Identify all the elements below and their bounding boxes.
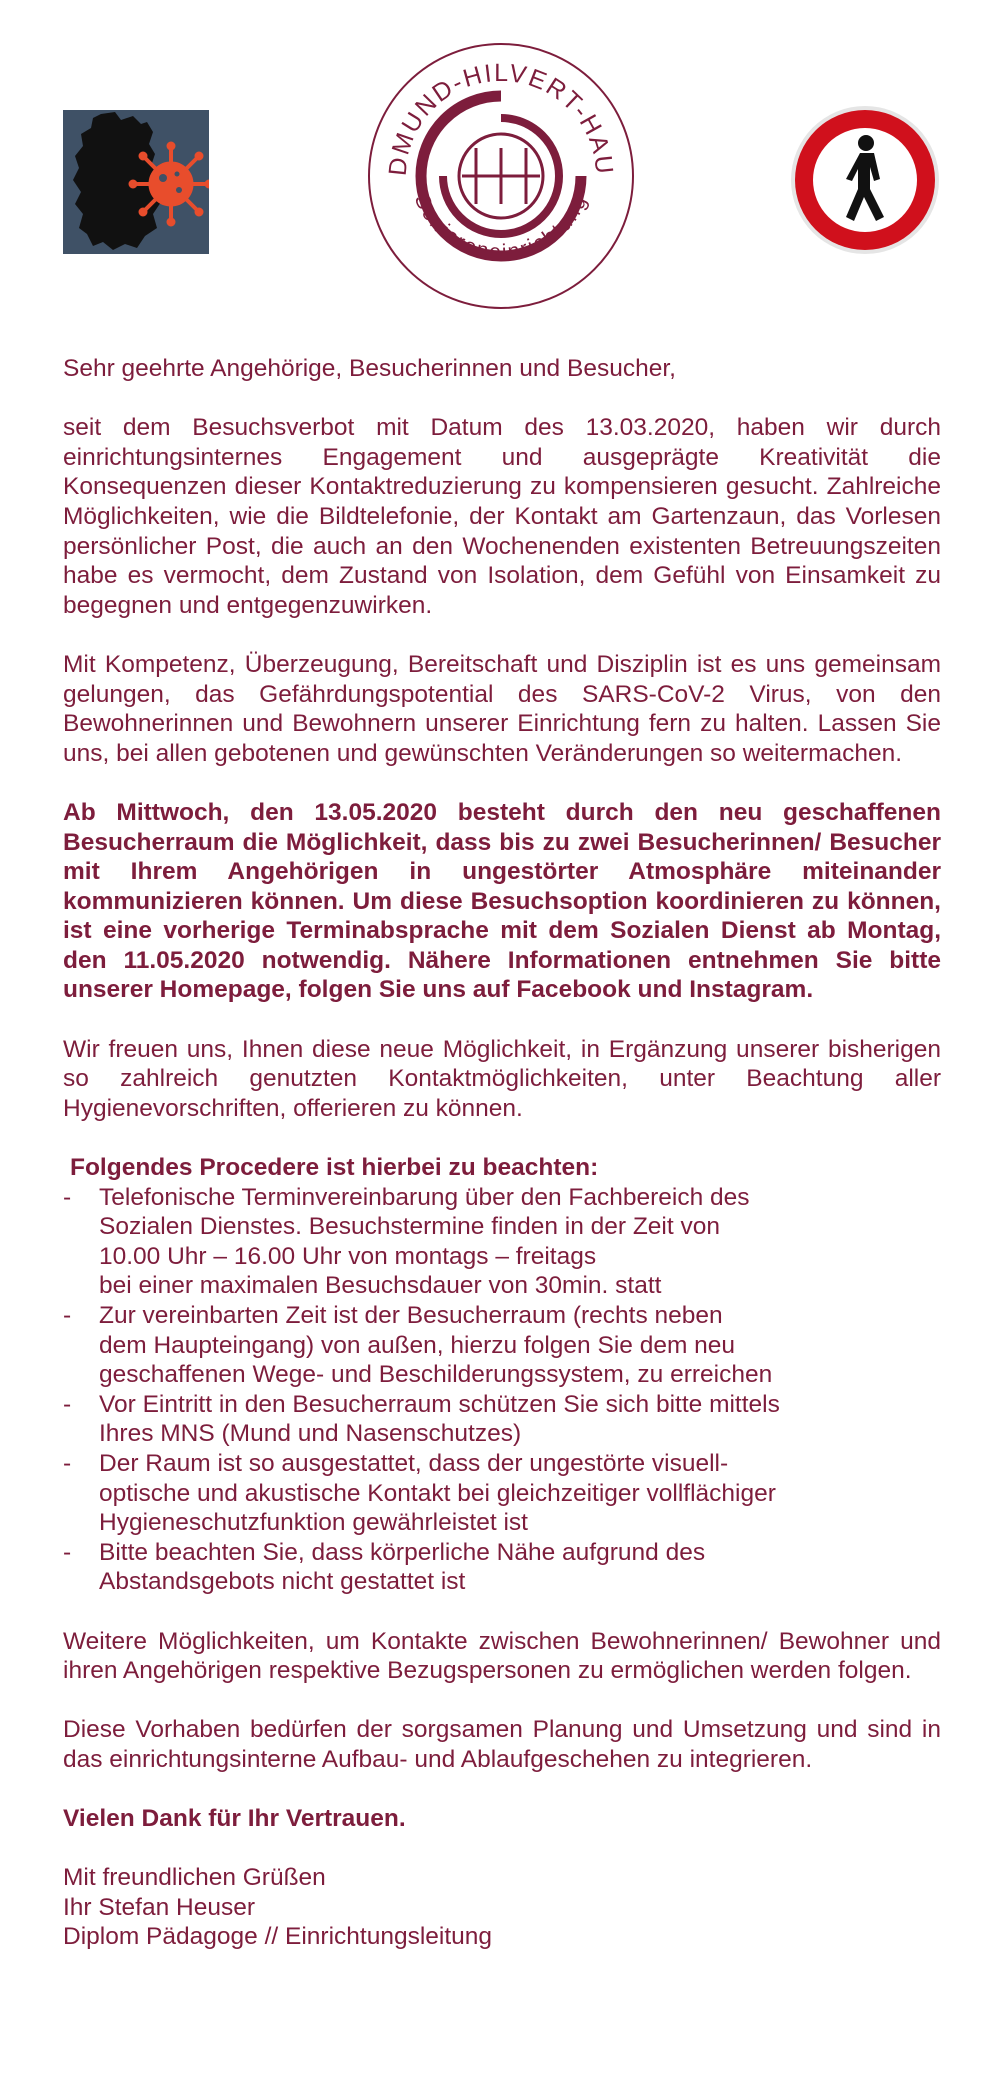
logo-text-top: DMUND-HILVERT-HAU [383, 58, 619, 177]
list-item: - Vor Eintritt in den Besucherraum schützen Sie sich bitte mittels Ihres MNS (Mund und Nasenschutzes) [63, 1390, 941, 1449]
list-item: - Der Raum ist so ausgestattet, dass der ungestörte visuell- optische und akustische Kontakt bei gleichzeitiger vollflächiger Hygieneschutzfunktion gewährleistet ist [63, 1449, 941, 1538]
edmund-hilvert-haus-logo [366, 40, 636, 312]
no-pedestrians-sign-icon [790, 105, 940, 255]
paragraph-3-announcement: Ab Mittwoch, den 13.05.2020 besteht durch den neu geschaffenen Besucherraum die Möglichkeit, dass bis zu zwei Besucherinnen/ Besucher mit Ihrem Angehörigen in ungestörter Atmosphäre miteinander kommunizieren können. Um diese Besuchsoption koordinieren zu können, ist eine vorherige Terminabsprache mit dem Sozialen Dienst ab Montag, den 11.05.2020 notwendig. Nähere Informationen entnehmen Sie bitte unserer Homepage, folgen Sie uns auf Facebook und Instagram. [63, 798, 941, 1004]
procedure-heading: Folgendes Procedere ist hierbei zu beachten: [70, 1154, 599, 1182]
signer-role: Diplom Pädagoge // Einrichtungsleitung [63, 1923, 493, 1951]
svg-text:EDMUND-HILVERT-HAUS [366, 40, 618, 177]
list-item: - Zur vereinbarten Zeit ist der Besucherraum (rechts neben dem Haupteingang) von außen, hierzu folgen Sie dem neu geschaffenen Wege- und Beschilderungssystem, zu erreichen [63, 1301, 941, 1390]
logo-text-bottom: Senioreneinrichtung [409, 190, 593, 264]
paragraph-6: Diese Vorhaben bedürfen der sorgsamen Planung und Umsetzung und sind in das einrichtungsinterne Aufbau- und Ablaufgeschehen zu integrieren. [63, 1716, 941, 1773]
paragraph-1: seit dem Besuchsverbot mit Datum des 13.03.2020, haben wir durch einrichtungsinternes Engagement und ausgeprägte Kreativität die Konsequenzen dieser Kontaktreduzierung zu kompensieren gesucht. Zahlreiche Möglichkeiten, wie die Bildtelefonie, der Kontakt am Gartenzaun, das Vorlesen persönlicher Post, die auch an den Wochenenden existenten Betreuungszeiten habe es vermocht, dem Zustand von Isolation, dem Gefühl von Einsamkeit zu begegnen und entgegenzuwirken. [63, 414, 941, 619]
paragraph-5: Weitere Möglichkeiten, um Kontakte zwischen Bewohnerinnen/ Bewohner und ihren Angehörigen respektive Bezugspersonen zu ermöglichen werden folgen. [63, 1627, 941, 1685]
paragraph-2: Mit Kompetenz, Überzeugung, Bereitschaft und Disziplin ist es uns gemeinsam gelungen, das Gefährdungspotential des SARS-CoV-2 Virus, von den Bewohnerinnen und Bewohnern unserer Einrichtung fern zu halten. Lassen Sie uns, bei allen gebotenen und gewünschten Veränderungen so weitermachen. [63, 650, 941, 767]
greeting: Mit freundlichen Grüßen [63, 1864, 326, 1892]
signer-name: Ihr Stefan Heuser [63, 1893, 256, 1921]
signature-block [63, 1863, 941, 1952]
list-item: - Telefonische Terminvereinbarung über den Fachbereich des Sozialen Dienstes. Besuchstermine finden in der Zeit von 10.00 Uhr – 16.00 Uhr von montags – freitags bei einer maximalen Besuchsdauer von 30min. statt [63, 1183, 941, 1301]
paragraph-4: Wir freuen uns, Ihnen diese neue Möglichkeit, in Ergänzung unserer bisherigen so zahlreich genutzten Kontaktmöglichkeiten, unter Beachtung aller Hygienevorschriften, offerieren zu können. [63, 1035, 941, 1122]
thanks-line: Vielen Dank für Ihr Vertrauen. [63, 1805, 406, 1833]
procedure-list [63, 1183, 941, 1597]
germany-map-virus-icon [63, 110, 209, 254]
list-item: - Bitte beachten Sie, dass körperliche Nähe aufgrund des Abstandsgebots nicht gestattet ist [63, 1538, 941, 1597]
letter-body [63, 354, 941, 1952]
salutation: Sehr geehrte Angehörige, Besucherinnen und Besucher, [63, 355, 676, 382]
